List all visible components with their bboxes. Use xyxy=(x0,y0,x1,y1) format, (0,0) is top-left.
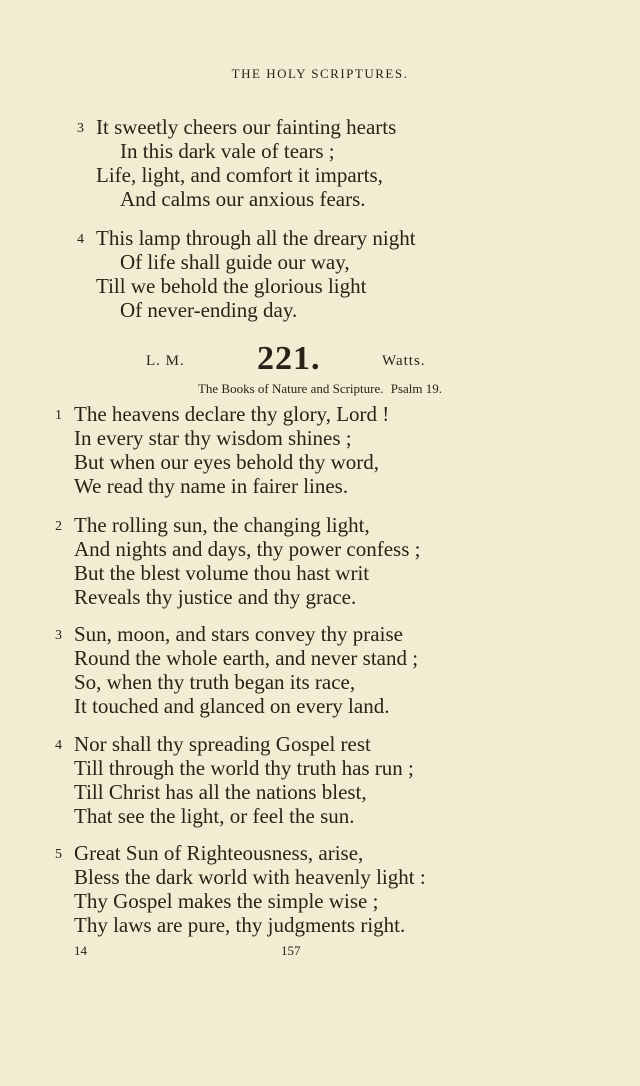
verse-line: That see the light, or feel the sun. xyxy=(74,804,355,828)
verse-line: Nor shall thy spreading Gospel rest xyxy=(74,732,371,756)
verse-line: Sun, moon, and stars convey thy praise xyxy=(74,622,403,646)
verse-line: And nights and days, thy power confess ; xyxy=(74,537,421,561)
hymn-number: 221. xyxy=(257,340,321,377)
verse-line: And calms our anxious fears. xyxy=(120,187,366,211)
verse-line: This lamp through all the dreary night xyxy=(96,226,416,250)
stanza-number: 2 xyxy=(55,519,62,534)
verse-line: Thy laws are pure, thy judgments right. xyxy=(74,913,406,937)
signature-mark: 14 xyxy=(74,943,87,958)
hymn-subtitle-row xyxy=(0,381,640,397)
hymn-header xyxy=(0,340,640,380)
page-number: 157 xyxy=(281,943,301,958)
verse-line: It touched and glanced on every land. xyxy=(74,694,390,718)
verse-line: Great Sun of Righteousness, arise, xyxy=(74,841,364,865)
verse-line: We read thy name in fairer lines. xyxy=(74,474,349,498)
verse-line: Till we behold the glorious light xyxy=(96,274,367,298)
verse-line: But when our eyes behold thy word, xyxy=(74,450,380,474)
verse-line: Till through the world thy truth has run ; xyxy=(74,756,414,780)
verse-line: Life, light, and comfort it imparts, xyxy=(96,163,383,187)
verse-line: Of never-ending day. xyxy=(120,298,298,322)
verse-line: Bless the dark world with heavenly light : xyxy=(74,865,426,889)
verse-line: In every star thy wisdom shines ; xyxy=(74,426,352,450)
verse-line: In this dark vale of tears ; xyxy=(120,139,335,163)
stanza-number: 1 xyxy=(55,408,62,423)
verse-line: It sweetly cheers our fainting hearts xyxy=(96,115,397,139)
verse-line: So, when thy truth began its race, xyxy=(74,670,356,694)
hymn-meter: L. M. xyxy=(146,353,185,369)
verse-line: Reveals thy justice and thy grace. xyxy=(74,585,357,609)
hymn-reference: Psalm 19. xyxy=(390,381,443,396)
stanza-number: 4 xyxy=(77,232,84,247)
verse-line: Of life shall guide our way, xyxy=(120,250,350,274)
verse-line: Round the whole earth, and never stand ; xyxy=(74,646,419,670)
stanza-number: 3 xyxy=(77,121,84,136)
hymn-subtitle: The Books of Nature and Scripture. xyxy=(197,381,384,396)
verse-line: But the blest volume thou hast writ xyxy=(74,561,370,585)
stanza-number: 3 xyxy=(55,628,62,643)
hymn-author: Watts. xyxy=(382,353,426,369)
verse-line: Thy Gospel makes the simple wise ; xyxy=(74,889,379,913)
stanza-number: 5 xyxy=(55,847,62,862)
verse-line: Till Christ has all the nations blest, xyxy=(74,780,367,804)
verse-line: The heavens declare thy glory, Lord ! xyxy=(74,402,390,426)
verse-line: The rolling sun, the changing light, xyxy=(74,513,370,537)
stanza-number: 4 xyxy=(55,738,62,753)
running-head: THE HOLY SCRIPTURES. xyxy=(231,66,409,81)
